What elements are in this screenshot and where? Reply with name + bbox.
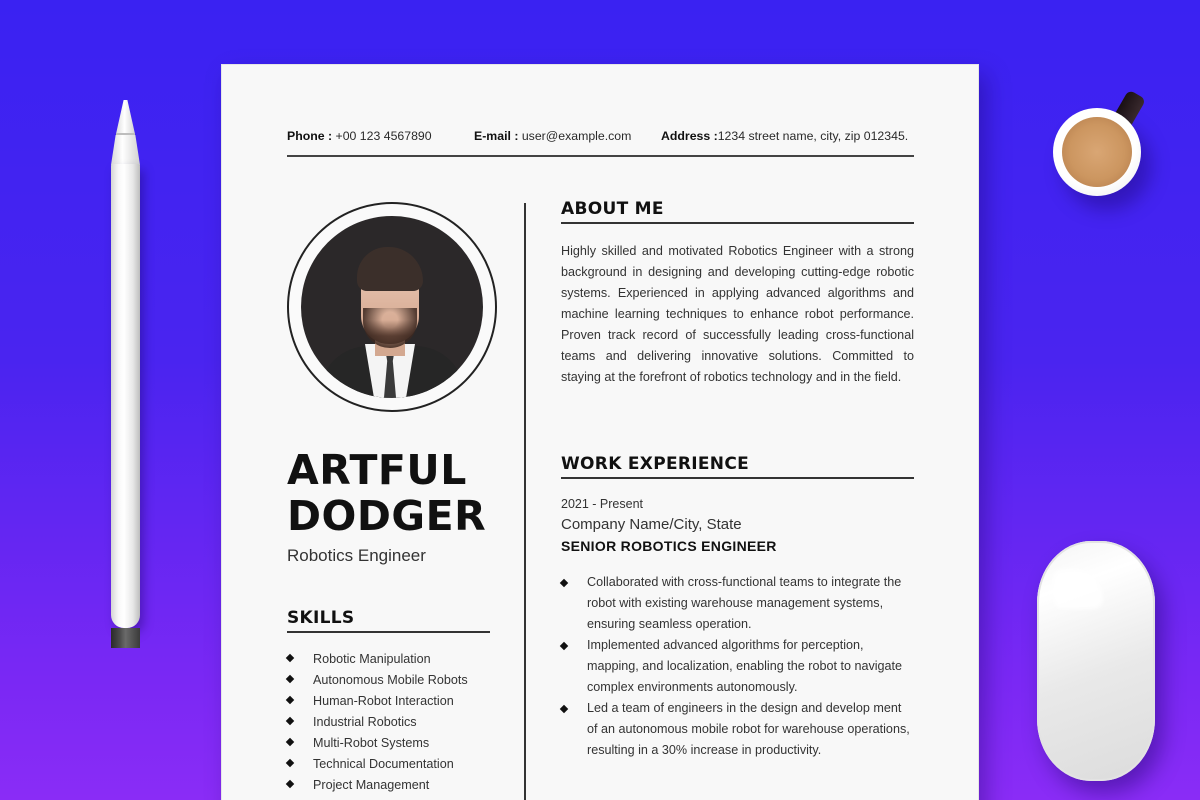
job-date: 2021 - Present (561, 497, 643, 511)
skill-item (287, 650, 507, 671)
achievement-item (561, 635, 914, 698)
diamond-bullet-icon (286, 780, 294, 788)
contact-email (474, 129, 631, 143)
column-divider (524, 203, 526, 800)
job-role: SENIOR ROBOTICS ENGINEER (561, 538, 777, 554)
stylus-pencil (111, 100, 140, 628)
achievement-item (561, 698, 914, 761)
phone-label: Phone : (287, 129, 333, 143)
job-company: Company Name/City, State (561, 516, 742, 533)
diamond-bullet-icon (286, 738, 294, 746)
skills-heading: SKILLS (287, 608, 490, 633)
skill-label: Technical Documentation (313, 757, 454, 771)
achievement-text: Implemented advanced algorithms for perception, mapping, and localization, enabling the robot to navigate complex environments autonomously. (587, 638, 903, 694)
pencil-band (111, 628, 140, 648)
skill-label: Project Management (313, 778, 430, 792)
pencil-tip (116, 100, 135, 134)
pencil-body (111, 164, 140, 628)
computer-mouse (1037, 541, 1155, 781)
diamond-bullet-icon (286, 654, 294, 662)
about-heading: ABOUT ME (561, 199, 914, 224)
email-value: user@example.com (521, 129, 632, 143)
coffee (1062, 117, 1132, 187)
contact-phone (287, 129, 432, 143)
achievement-text: Collaborated with cross-functional teams to integrate the robot with existing warehouse management systems, ensuring seamless operation. (587, 575, 902, 631)
last-name: DODGER (287, 492, 487, 540)
skill-label: Industrial Robotics (313, 715, 417, 729)
photo-hair (357, 247, 423, 291)
coffee-cup (1053, 108, 1141, 196)
skill-item (287, 671, 507, 692)
diamond-bullet-icon (286, 759, 294, 767)
job-achievements (561, 572, 914, 761)
skill-item (287, 776, 507, 797)
phone-value: +00 123 4567890 (335, 129, 432, 143)
about-text: Highly skilled and motivated Robotics Engineer with a strong background in designing and developing cutting-edge robotic systems. Experienced in applying advanced algorithms and machine learning techniques to enhance robot performance. Proven track record of successfully leading cross-functional teams and delivering innovative solutions. Committed to staying at the forefront of robotics technology and in the field. (561, 244, 914, 384)
achievement-text: Led a team of engineers in the design and develop ment of an autonomous mobile robot for warehouse operations, resulting in a 30% increase in productivity. (587, 701, 910, 757)
contact-bar (287, 129, 914, 157)
skill-label: Robotic Manipulation (313, 652, 431, 666)
contact-address (661, 129, 908, 143)
pencil-tip-ring (116, 133, 135, 135)
diamond-bullet-icon (286, 675, 294, 683)
profile-photo (301, 216, 483, 398)
diamond-bullet-icon (560, 642, 568, 650)
first-name: ARTFUL (287, 446, 467, 494)
diamond-bullet-icon (286, 696, 294, 704)
skill-item (287, 713, 507, 734)
photo-beard (363, 308, 417, 348)
diamond-bullet-icon (560, 705, 568, 713)
resume-page (222, 65, 978, 800)
skill-label: Autonomous Mobile Robots (313, 673, 468, 687)
job-title: Robotics Engineer (287, 546, 426, 565)
mouse-highlight (1053, 569, 1103, 609)
email-label: E-mail : (474, 129, 519, 143)
skill-label: Multi-Robot Systems (313, 736, 430, 750)
candidate-name (287, 447, 486, 539)
pencil-cone (111, 135, 140, 165)
address-value: 1234 street name, city, zip 012345. (717, 129, 909, 143)
skill-item (287, 755, 507, 776)
achievement-item (561, 572, 914, 635)
address-label: Address : (661, 129, 718, 143)
skill-label: Human-Robot Interaction (313, 694, 454, 708)
diamond-bullet-icon (560, 579, 568, 587)
diamond-bullet-icon (286, 717, 294, 725)
skills-list (287, 650, 507, 797)
work-heading: WORK EXPERIENCE (561, 454, 914, 479)
skill-item (287, 692, 507, 713)
profile-photo-frame (287, 202, 497, 412)
skill-item (287, 734, 507, 755)
